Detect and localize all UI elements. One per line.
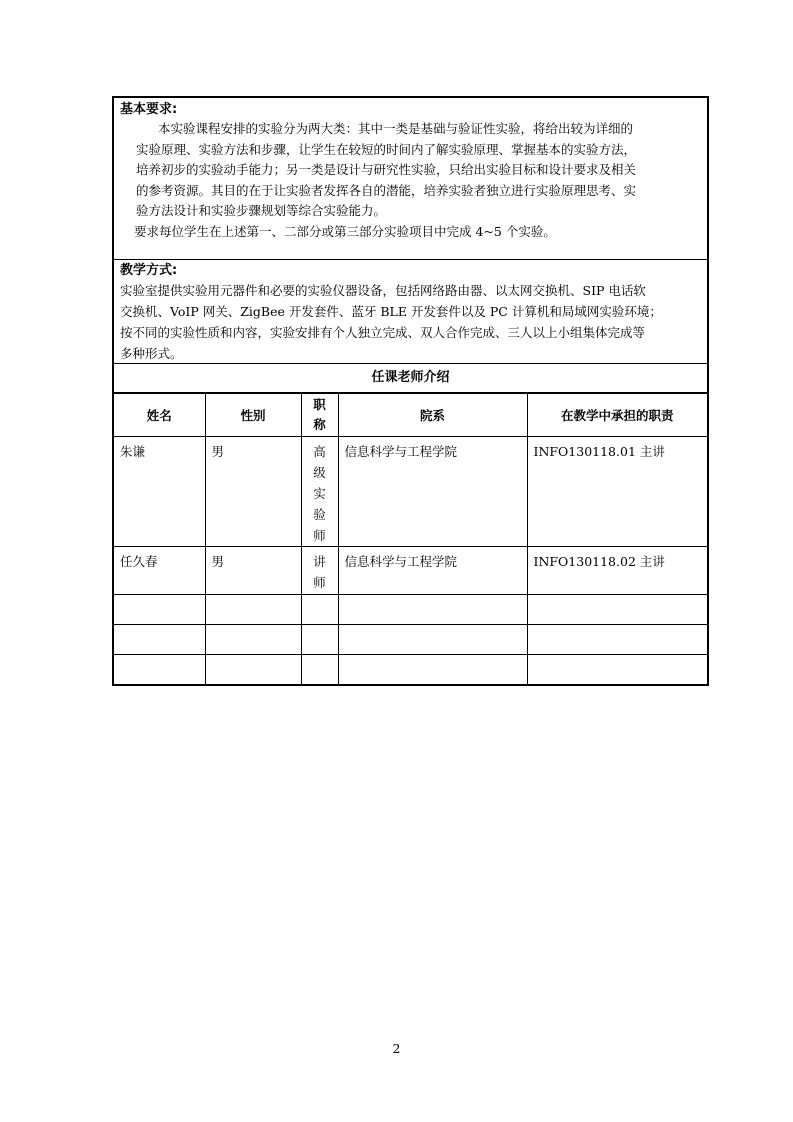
header-department: 院系 xyxy=(338,394,527,437)
empty-cell xyxy=(205,625,301,655)
empty-row xyxy=(114,655,707,685)
requirements-line: 培养初步的实验动手能力；另一类是设计与研究性实验，只给出实验目标和设计要求及相关 xyxy=(136,162,637,177)
empty-cell xyxy=(205,595,301,625)
requirements-label: 基本要求: xyxy=(120,102,178,117)
empty-row xyxy=(114,595,707,625)
empty-cell xyxy=(338,595,527,625)
requirements-line: 的参考资源。其目的在于让实验者发挥各自的潜能，培养实验者独立进行实验原理思考、实 xyxy=(136,182,637,198)
empty-cell xyxy=(527,625,707,655)
teacher-title xyxy=(301,547,338,595)
table-row xyxy=(114,547,707,595)
requirements-line: 实验原理、实验方法和步骤，让学生在较短的时间内了解实验原理、掌握基本的实验方法， xyxy=(136,141,637,157)
empty-cell xyxy=(114,655,205,685)
teacher-department: 信息科学与工程学院 xyxy=(338,547,527,595)
requirements-paragraph xyxy=(120,119,701,222)
teaching-method-label: 教学方式: xyxy=(120,263,178,278)
teacher-title xyxy=(301,437,338,547)
empty-cell xyxy=(338,655,527,685)
teaching-line: 多种形式。 xyxy=(120,346,183,361)
empty-cell xyxy=(301,595,338,625)
requirements-note: 要求每位学生在上述第一、二部分或第三部分实验项目中完成 4~5 个实验。 xyxy=(134,223,556,239)
teaching-method-paragraph xyxy=(120,280,701,364)
title-char: 级 xyxy=(313,465,326,480)
teachers-table xyxy=(114,393,707,684)
header-name: 姓名 xyxy=(114,394,205,437)
empty-cell xyxy=(114,625,205,655)
teacher-gender: 男 xyxy=(205,547,301,595)
empty-cell xyxy=(338,625,527,655)
teaching-line: 交换机、VoIP 网关、ZigBee 开发套件、蓝牙 BLE 开发套件以及 PC 计算机和局域网实验环境； xyxy=(120,304,662,319)
empty-cell xyxy=(527,655,707,685)
empty-cell xyxy=(301,655,338,685)
page-number: 2 xyxy=(392,1041,401,1056)
teacher-name: 朱谦 xyxy=(114,437,205,547)
title-char: 师 xyxy=(313,528,326,543)
requirements-section xyxy=(114,98,707,260)
teachers-table-header xyxy=(114,394,707,437)
empty-cell xyxy=(527,595,707,625)
empty-row xyxy=(114,625,707,655)
requirements-line: 本实验课程安排的实验分为两大类：其中一类是基础与验证性实验，将给出较为详细的 xyxy=(158,121,634,136)
teachers-section-title: 任课老师介绍 xyxy=(114,364,707,393)
teacher-duty: INFO130118.02 主讲 xyxy=(527,547,707,595)
teacher-duty: INFO130118.01 主讲 xyxy=(527,437,707,547)
title-char: 师 xyxy=(313,575,326,590)
teacher-gender: 男 xyxy=(205,437,301,547)
table-row xyxy=(114,437,707,547)
empty-cell xyxy=(205,655,301,685)
header-title xyxy=(301,394,338,437)
teaching-line: 实验室提供实验用元器件和必要的实验仪器设备，包括网络路由器、以太网交换机、SIP 电话软 xyxy=(120,283,646,298)
header-title-char: 职 xyxy=(313,397,326,412)
empty-cell xyxy=(301,625,338,655)
teacher-name: 任久春 xyxy=(114,547,205,595)
header-title-char: 称 xyxy=(313,417,326,432)
title-char: 验 xyxy=(313,507,326,522)
course-info-form xyxy=(112,96,709,686)
header-gender: 性别 xyxy=(205,394,301,437)
teaching-method-section xyxy=(114,260,707,364)
empty-cell xyxy=(114,595,205,625)
title-char: 实 xyxy=(313,486,326,501)
requirements-line: 验方法设计和实验步骤规划等综合实验能力。 xyxy=(136,203,387,218)
title-char: 讲 xyxy=(313,554,326,569)
teacher-department: 信息科学与工程学院 xyxy=(338,437,527,547)
title-char: 高 xyxy=(313,444,326,459)
header-duty: 在教学中承担的职责 xyxy=(527,394,707,437)
teaching-line: 按不同的实验性质和内容，实验安排有个人独立完成、双人合作完成、三人以上小组集体完成等 xyxy=(120,325,646,340)
